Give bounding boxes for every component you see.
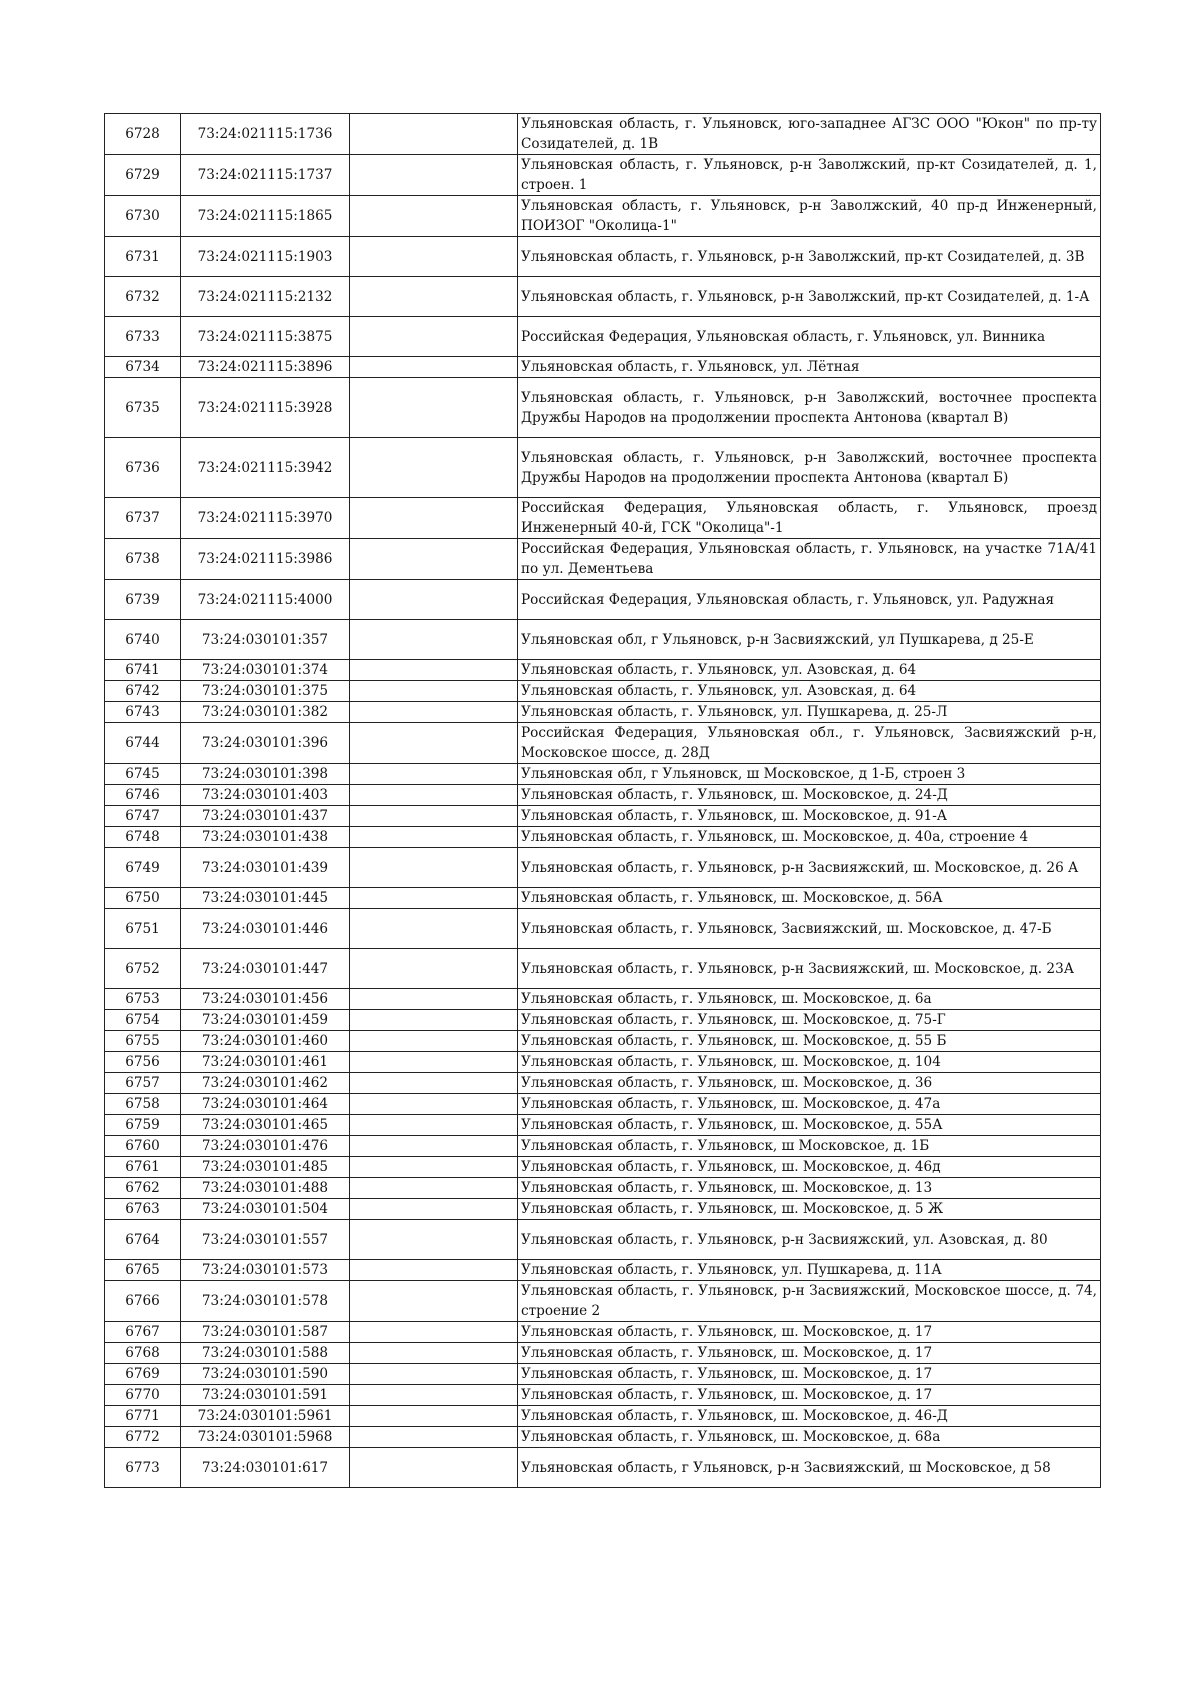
row-number-cell: 6750 xyxy=(105,888,181,909)
row-number-cell: 6756 xyxy=(105,1052,181,1073)
row-number-cell: 6733 xyxy=(105,317,181,357)
cadastral-number-cell: 73:24:021115:3986 xyxy=(181,539,350,580)
empty-cell xyxy=(350,848,518,888)
cadastral-number-cell: 73:24:030101:588 xyxy=(181,1343,350,1364)
empty-cell xyxy=(350,1427,518,1448)
row-number-cell: 6729 xyxy=(105,155,181,196)
row-number-cell: 6773 xyxy=(105,1448,181,1488)
empty-cell xyxy=(350,378,518,438)
cadastral-number-cell: 73:24:030101:590 xyxy=(181,1364,350,1385)
empty-cell xyxy=(350,1136,518,1157)
row-number-cell: 6771 xyxy=(105,1406,181,1427)
cadastral-number-cell: 73:24:030101:398 xyxy=(181,764,350,785)
empty-cell xyxy=(350,498,518,539)
cadastral-number-cell: 73:24:030101:591 xyxy=(181,1385,350,1406)
table-row xyxy=(105,357,1101,378)
cadastral-number-cell: 73:24:030101:357 xyxy=(181,620,350,660)
table-row xyxy=(105,1448,1101,1488)
address-cell: Ульяновская область, г. Ульяновск, р-н Засвияжский, ул. Азовская, д. 80 xyxy=(518,1220,1101,1260)
address-cell: Ульяновская область, г. Ульяновск, р-н Заволжский, 40 пр-д Инженерный, ПОИЗОГ "Околица-1" xyxy=(518,196,1101,237)
table-row xyxy=(105,764,1101,785)
address-cell: Ульяновская область, г. Ульяновск, ул. Пушкарева, д. 11А xyxy=(518,1260,1101,1281)
row-number-cell: 6741 xyxy=(105,660,181,681)
cadastral-number-cell: 73:24:030101:464 xyxy=(181,1094,350,1115)
empty-cell xyxy=(350,196,518,237)
table-row xyxy=(105,1157,1101,1178)
cadastral-number-cell: 73:24:030101:445 xyxy=(181,888,350,909)
address-cell: Ульяновская область, г. Ульяновск, р-н Засвияжский, Московское шоссе, д. 74, строение 2 xyxy=(518,1281,1101,1322)
empty-cell xyxy=(350,1364,518,1385)
row-number-cell: 6752 xyxy=(105,949,181,989)
row-number-cell: 6765 xyxy=(105,1260,181,1281)
table-row xyxy=(105,909,1101,949)
cadastral-number-cell: 73:24:030101:382 xyxy=(181,702,350,723)
cadastral-number-cell: 73:24:021115:3970 xyxy=(181,498,350,539)
address-cell: Ульяновская область, г. Ульяновск, р-н Засвияжский, ш. Московское, д. 23А xyxy=(518,949,1101,989)
row-number-cell: 6760 xyxy=(105,1136,181,1157)
address-cell: Ульяновская область, г. Ульяновск, ш. Московское, д. 47а xyxy=(518,1094,1101,1115)
address-cell: Ульяновская область, г. Ульяновск, ш. Московское, д. 56А xyxy=(518,888,1101,909)
address-cell: Ульяновская область, г. Ульяновск, ш. Московское, д. 24-Д xyxy=(518,785,1101,806)
cadastral-number-cell: 73:24:030101:460 xyxy=(181,1031,350,1052)
cadastral-number-cell: 73:24:030101:403 xyxy=(181,785,350,806)
empty-cell xyxy=(350,155,518,196)
cadastral-number-cell: 73:24:030101:488 xyxy=(181,1178,350,1199)
empty-cell xyxy=(350,827,518,848)
address-cell: Ульяновская область, г. Ульяновск, ш. Московское, д. 75-Г xyxy=(518,1010,1101,1031)
row-number-cell: 6735 xyxy=(105,378,181,438)
empty-cell xyxy=(350,1343,518,1364)
address-cell: Ульяновская область, г. Ульяновск, ш. Московское, д. 91-А xyxy=(518,806,1101,827)
empty-cell xyxy=(350,1178,518,1199)
address-cell: Российская Федерация, Ульяновская область, г. Ульяновск, на участке 71А/41 по ул. Дементьева xyxy=(518,539,1101,580)
row-number-cell: 6766 xyxy=(105,1281,181,1322)
cadastral-number-cell: 73:24:030101:437 xyxy=(181,806,350,827)
cadastral-number-cell: 73:24:030101:573 xyxy=(181,1260,350,1281)
cadastral-number-cell: 73:24:021115:3896 xyxy=(181,357,350,378)
row-number-cell: 6759 xyxy=(105,1115,181,1136)
row-number-cell: 6746 xyxy=(105,785,181,806)
address-cell: Ульяновская область, г. Ульяновск, ш. Московское, д. 46-Д xyxy=(518,1406,1101,1427)
table-row xyxy=(105,438,1101,498)
empty-cell xyxy=(350,1199,518,1220)
table-row xyxy=(105,114,1101,155)
empty-cell xyxy=(350,438,518,498)
empty-cell xyxy=(350,1052,518,1073)
table-row xyxy=(105,1406,1101,1427)
cadastral-number-cell: 73:24:021115:1737 xyxy=(181,155,350,196)
address-cell: Российская Федерация, Ульяновская область, г. Ульяновск, ул. Радужная xyxy=(518,580,1101,620)
address-cell: Ульяновская область, г. Ульяновск, ш. Московское, д. 5 Ж xyxy=(518,1199,1101,1220)
cadastral-registry-table xyxy=(104,113,1101,1488)
empty-cell xyxy=(350,1448,518,1488)
empty-cell xyxy=(350,1094,518,1115)
row-number-cell: 6728 xyxy=(105,114,181,155)
empty-cell xyxy=(350,702,518,723)
table-row xyxy=(105,702,1101,723)
row-number-cell: 6744 xyxy=(105,723,181,764)
empty-cell xyxy=(350,357,518,378)
empty-cell xyxy=(350,1115,518,1136)
table-row xyxy=(105,1052,1101,1073)
row-number-cell: 6769 xyxy=(105,1364,181,1385)
address-cell: Ульяновская область, г. Ульяновск, ш. Московское, д. 17 xyxy=(518,1343,1101,1364)
table-row xyxy=(105,1260,1101,1281)
table-row xyxy=(105,539,1101,580)
empty-cell xyxy=(350,949,518,989)
cadastral-number-cell: 73:24:030101:456 xyxy=(181,989,350,1010)
row-number-cell: 6757 xyxy=(105,1073,181,1094)
empty-cell xyxy=(350,1073,518,1094)
cadastral-number-cell: 73:24:030101:396 xyxy=(181,723,350,764)
empty-cell xyxy=(350,277,518,317)
cadastral-number-cell: 73:24:021115:1903 xyxy=(181,237,350,277)
table-row xyxy=(105,1010,1101,1031)
row-number-cell: 6770 xyxy=(105,1385,181,1406)
cadastral-number-cell: 73:24:030101:476 xyxy=(181,1136,350,1157)
cadastral-number-cell: 73:24:030101:446 xyxy=(181,909,350,949)
empty-cell xyxy=(350,1220,518,1260)
table-row xyxy=(105,237,1101,277)
address-cell: Ульяновская область, г. Ульяновск, ш. Московское, д. 46д xyxy=(518,1157,1101,1178)
empty-cell xyxy=(350,1031,518,1052)
table-row xyxy=(105,277,1101,317)
row-number-cell: 6737 xyxy=(105,498,181,539)
cadastral-number-cell: 73:24:021115:3875 xyxy=(181,317,350,357)
address-cell: Ульяновская область, г. Ульяновск, р-н Заволжский, пр-кт Созидателей, д. 1-А xyxy=(518,277,1101,317)
address-cell: Ульяновская область, г. Ульяновск, ш. Московское, д. 40а, строение 4 xyxy=(518,827,1101,848)
table-row xyxy=(105,723,1101,764)
table-row xyxy=(105,498,1101,539)
table-row xyxy=(105,888,1101,909)
table-row xyxy=(105,848,1101,888)
empty-cell xyxy=(350,1281,518,1322)
cadastral-number-cell: 73:24:030101:439 xyxy=(181,848,350,888)
table-row xyxy=(105,580,1101,620)
table-row xyxy=(105,681,1101,702)
row-number-cell: 6748 xyxy=(105,827,181,848)
cadastral-number-cell: 73:24:030101:557 xyxy=(181,1220,350,1260)
address-cell: Ульяновская область, г. Ульяновск, р-н Заволжский, восточнее проспекта Дружбы Народов на продолжении проспекта Антонова (квартал В) xyxy=(518,378,1101,438)
address-cell: Российская Федерация, Ульяновская обл., г. Ульяновск, Засвияжский р-н, Московское шоссе, д. 28Д xyxy=(518,723,1101,764)
row-number-cell: 6736 xyxy=(105,438,181,498)
row-number-cell: 6745 xyxy=(105,764,181,785)
empty-cell xyxy=(350,681,518,702)
address-cell: Ульяновская область, г. Ульяновск, ш. Московское, д. 104 xyxy=(518,1052,1101,1073)
row-number-cell: 6772 xyxy=(105,1427,181,1448)
registry-table-body xyxy=(105,114,1101,1488)
table-row xyxy=(105,1220,1101,1260)
cadastral-number-cell: 73:24:030101:462 xyxy=(181,1073,350,1094)
empty-cell xyxy=(350,764,518,785)
address-cell: Ульяновская область, г. Ульяновск, ш. Московское, д. 17 xyxy=(518,1385,1101,1406)
row-number-cell: 6754 xyxy=(105,1010,181,1031)
table-row xyxy=(105,1031,1101,1052)
empty-cell xyxy=(350,1260,518,1281)
address-cell: Ульяновская область, г. Ульяновск, ул. Пушкарева, д. 25-Л xyxy=(518,702,1101,723)
row-number-cell: 6749 xyxy=(105,848,181,888)
row-number-cell: 6738 xyxy=(105,539,181,580)
table-row xyxy=(105,1364,1101,1385)
row-number-cell: 6740 xyxy=(105,620,181,660)
address-cell: Ульяновская область, г. Ульяновск, р-н Заволжский, пр-кт Созидателей, д. 1, строен. 1 xyxy=(518,155,1101,196)
row-number-cell: 6734 xyxy=(105,357,181,378)
row-number-cell: 6764 xyxy=(105,1220,181,1260)
cadastral-number-cell: 73:24:030101:459 xyxy=(181,1010,350,1031)
cadastral-number-cell: 73:24:021115:3942 xyxy=(181,438,350,498)
table-row xyxy=(105,620,1101,660)
empty-cell xyxy=(350,989,518,1010)
cadastral-number-cell: 73:24:030101:375 xyxy=(181,681,350,702)
address-cell: Ульяновская область, г. Ульяновск, ш. Московское, д. 55А xyxy=(518,1115,1101,1136)
cadastral-number-cell: 73:24:030101:438 xyxy=(181,827,350,848)
cadastral-number-cell: 73:24:021115:1865 xyxy=(181,196,350,237)
empty-cell xyxy=(350,723,518,764)
table-row xyxy=(105,1281,1101,1322)
row-number-cell: 6768 xyxy=(105,1343,181,1364)
address-cell: Ульяновская область, г. Ульяновск, ул. Азовская, д. 64 xyxy=(518,660,1101,681)
address-cell: Ульяновская область, г. Ульяновск, Засвияжский, ш. Московское, д. 47-Б xyxy=(518,909,1101,949)
cadastral-number-cell: 73:24:030101:504 xyxy=(181,1199,350,1220)
address-cell: Ульяновская область, г. Ульяновск, юго-западнее АГЗС ООО "Юкон" по пр-ту Созидателей, д. 1В xyxy=(518,114,1101,155)
address-cell: Ульяновская обл, г Ульяновск, ш Московское, д 1-Б, строен 3 xyxy=(518,764,1101,785)
address-cell: Ульяновская область, г. Ульяновск, р-н Заволжский, восточнее проспекта Дружбы Народов на продолжении проспекта Антонова (квартал Б) xyxy=(518,438,1101,498)
address-cell: Ульяновская область, г. Ульяновск, р-н Засвияжский, ш. Московское, д. 26 А xyxy=(518,848,1101,888)
empty-cell xyxy=(350,909,518,949)
row-number-cell: 6761 xyxy=(105,1157,181,1178)
cadastral-number-cell: 73:24:030101:374 xyxy=(181,660,350,681)
row-number-cell: 6758 xyxy=(105,1094,181,1115)
address-cell: Ульяновская область, г. Ульяновск, ш. Московское, д. 17 xyxy=(518,1364,1101,1385)
address-cell: Ульяновская область, г. Ульяновск, ул. Азовская, д. 64 xyxy=(518,681,1101,702)
table-row xyxy=(105,1178,1101,1199)
address-cell: Ульяновская область, г. Ульяновск, р-н Заволжский, пр-кт Созидателей, д. 3В xyxy=(518,237,1101,277)
empty-cell xyxy=(350,660,518,681)
address-cell: Ульяновская область, г Ульяновск, р-н Засвияжский, ш Московское, д 58 xyxy=(518,1448,1101,1488)
cadastral-number-cell: 73:24:030101:447 xyxy=(181,949,350,989)
cadastral-number-cell: 73:24:021115:3928 xyxy=(181,378,350,438)
empty-cell xyxy=(350,1010,518,1031)
empty-cell xyxy=(350,1385,518,1406)
cadastral-number-cell: 73:24:030101:485 xyxy=(181,1157,350,1178)
row-number-cell: 6730 xyxy=(105,196,181,237)
table-row xyxy=(105,1094,1101,1115)
table-row xyxy=(105,1136,1101,1157)
row-number-cell: 6763 xyxy=(105,1199,181,1220)
empty-cell xyxy=(350,317,518,357)
empty-cell xyxy=(350,806,518,827)
row-number-cell: 6767 xyxy=(105,1322,181,1343)
empty-cell xyxy=(350,1406,518,1427)
table-row xyxy=(105,196,1101,237)
empty-cell xyxy=(350,539,518,580)
table-row xyxy=(105,806,1101,827)
table-row xyxy=(105,827,1101,848)
address-cell: Ульяновская область, г. Ульяновск, ул. Лётная xyxy=(518,357,1101,378)
address-cell: Ульяновская область, г. Ульяновск, ш. Московское, д. 17 xyxy=(518,1322,1101,1343)
empty-cell xyxy=(350,620,518,660)
address-cell: Ульяновская область, г. Ульяновск, ш. Московское, д. 55 Б xyxy=(518,1031,1101,1052)
table-row xyxy=(105,660,1101,681)
cadastral-number-cell: 73:24:030101:587 xyxy=(181,1322,350,1343)
row-number-cell: 6742 xyxy=(105,681,181,702)
cadastral-number-cell: 73:24:021115:2132 xyxy=(181,277,350,317)
table-row xyxy=(105,1073,1101,1094)
table-row xyxy=(105,1115,1101,1136)
table-row xyxy=(105,317,1101,357)
row-number-cell: 6743 xyxy=(105,702,181,723)
table-row xyxy=(105,949,1101,989)
address-cell: Ульяновская область, г. Ульяновск, ш. Московское, д. 6а xyxy=(518,989,1101,1010)
table-row xyxy=(105,1322,1101,1343)
table-row xyxy=(105,1199,1101,1220)
cadastral-number-cell: 73:24:030101:5961 xyxy=(181,1406,350,1427)
cadastral-number-cell: 73:24:021115:4000 xyxy=(181,580,350,620)
empty-cell xyxy=(350,888,518,909)
empty-cell xyxy=(350,785,518,806)
cadastral-number-cell: 73:24:030101:578 xyxy=(181,1281,350,1322)
table-row xyxy=(105,378,1101,438)
cadastral-number-cell: 73:24:030101:5968 xyxy=(181,1427,350,1448)
table-row xyxy=(105,1343,1101,1364)
cadastral-number-cell: 73:24:021115:1736 xyxy=(181,114,350,155)
address-cell: Ульяновская область, г. Ульяновск, ш. Московское, д. 68а xyxy=(518,1427,1101,1448)
row-number-cell: 6755 xyxy=(105,1031,181,1052)
address-cell: Ульяновская область, г. Ульяновск, ш. Московское, д. 13 xyxy=(518,1178,1101,1199)
table-row xyxy=(105,1427,1101,1448)
empty-cell xyxy=(350,1322,518,1343)
table-row xyxy=(105,1385,1101,1406)
cadastral-number-cell: 73:24:030101:465 xyxy=(181,1115,350,1136)
row-number-cell: 6732 xyxy=(105,277,181,317)
table-row xyxy=(105,785,1101,806)
empty-cell xyxy=(350,114,518,155)
empty-cell xyxy=(350,237,518,277)
address-cell: Ульяновская область, г. Ульяновск, ш. Московское, д. 36 xyxy=(518,1073,1101,1094)
table-row xyxy=(105,155,1101,196)
row-number-cell: 6753 xyxy=(105,989,181,1010)
address-cell: Ульяновская область, г. Ульяновск, ш Московское, д. 1Б xyxy=(518,1136,1101,1157)
address-cell: Ульяновская обл, г Ульяновск, р-н Засвияжский, ул Пушкарева, д 25-Е xyxy=(518,620,1101,660)
row-number-cell: 6747 xyxy=(105,806,181,827)
row-number-cell: 6739 xyxy=(105,580,181,620)
empty-cell xyxy=(350,580,518,620)
cadastral-number-cell: 73:24:030101:461 xyxy=(181,1052,350,1073)
row-number-cell: 6731 xyxy=(105,237,181,277)
row-number-cell: 6751 xyxy=(105,909,181,949)
row-number-cell: 6762 xyxy=(105,1178,181,1199)
address-cell: Российская Федерация, Ульяновская область, г. Ульяновск, ул. Винника xyxy=(518,317,1101,357)
table-row xyxy=(105,989,1101,1010)
cadastral-number-cell: 73:24:030101:617 xyxy=(181,1448,350,1488)
address-cell: Российская Федерация, Ульяновская область, г. Ульяновск, проезд Инженерный 40-й, ГСК "Околица"-1 xyxy=(518,498,1101,539)
empty-cell xyxy=(350,1157,518,1178)
